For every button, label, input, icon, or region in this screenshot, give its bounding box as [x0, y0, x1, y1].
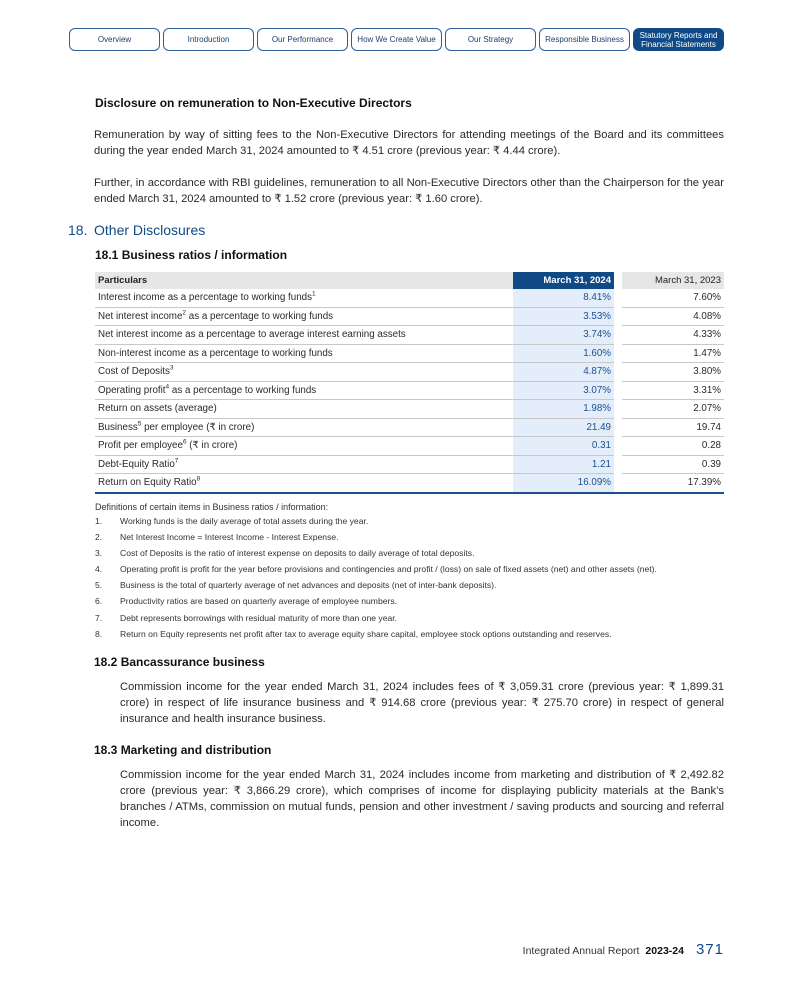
marketing-text: Commission income for the year ended March 31, 2024 includes income from marketing and distribution of ₹ 2,492.82 crore (previous year: ₹ 3,866.29 crore), which comprises of income for displaying publicity materials at the Bank’s branches / ATMs, commission on mutual funds, pension and other investment / saving products and sourcing and referral income. [120, 769, 724, 829]
particular-cell [95, 307, 513, 326]
column-gap [614, 381, 622, 400]
value-2024: 3.07% [513, 381, 614, 400]
footnote-ref: 4 [165, 383, 170, 391]
value-2024: 4.87% [513, 363, 614, 382]
value-2024: 1.21 [513, 455, 614, 474]
value-2023: 19.74 [622, 418, 724, 437]
particular-cell [95, 400, 513, 419]
top-navigation [69, 28, 724, 51]
disclosure-paragraph-1: Remuneration by way of sitting fees to the Non-Executive Directors for attending meetings of the Board and its committees during the year ended March 31, 2024 amounted to ₹ 4.51 crore (previous year: ₹ 4.44 crore). [94, 129, 724, 157]
particular-cell [95, 381, 513, 400]
tab-overview[interactable] [69, 28, 160, 51]
definition-text: Return on Equity represents net profit after tax to average equity share capital, employee stock options outstanding and reserves. [120, 628, 612, 639]
tab-statutory-reports[interactable] [633, 28, 724, 51]
footer-report-year: 2023-24 [645, 945, 684, 957]
table-row [95, 437, 724, 456]
value-2024: 0.31 [513, 437, 614, 456]
table-row [95, 418, 724, 437]
list-item [95, 548, 735, 564]
disclosure-heading: Disclosure on remuneration to Non-Executive Directors [95, 96, 412, 110]
value-2023: 7.60% [622, 289, 724, 307]
column-gap [614, 437, 622, 456]
definition-number: 7. [95, 612, 103, 623]
value-2023: 4.33% [622, 326, 724, 345]
value-2023: 3.80% [622, 363, 724, 382]
value-2023: 0.39 [622, 455, 724, 474]
particular-text: Interest income as a percentage to working funds [98, 292, 313, 304]
particular-text-cont: as a percentage to working funds [186, 310, 334, 322]
value-2023: 2.07% [622, 400, 724, 419]
column-gap [614, 272, 622, 289]
particular-text: Net interest income [98, 310, 183, 322]
particular-text-cont: as a percentage to working funds [169, 384, 317, 396]
particular-cell [95, 289, 513, 307]
list-item [95, 516, 735, 532]
column-gap [614, 307, 622, 326]
tab-label: Overview [97, 35, 132, 44]
value-2024: 21.49 [513, 418, 614, 437]
business-ratios-heading: 18.1 Business ratios / information [95, 248, 288, 262]
definition-text: Productivity ratios are based on quarterly average of employee numbers. [120, 596, 398, 607]
definitions-list [95, 516, 735, 645]
table-row [95, 326, 724, 345]
particular-text: Non-interest income as a percentage to working funds [98, 347, 333, 359]
table-row [95, 400, 724, 419]
tab-label: Introduction [187, 35, 230, 44]
tab-label: Responsible Business [545, 35, 624, 44]
value-2024: 1.60% [513, 344, 614, 363]
table-row [95, 307, 724, 326]
list-item [95, 596, 735, 612]
particular-cell [95, 363, 513, 382]
page-number: 371 [695, 941, 724, 958]
definition-number: 5. [95, 580, 103, 591]
particular-text: Cost of Deposits [98, 366, 170, 378]
value-2024: 8.41% [513, 289, 614, 307]
tab-label-line2: Financial Statements [641, 39, 716, 49]
table-row [95, 455, 724, 474]
particular-text: Net interest income as a percentage to average interest earning assets [98, 329, 406, 341]
particular-cell [95, 344, 513, 363]
bancassurance-heading: 18.2 Bancassurance business [94, 655, 265, 669]
tab-label: Our Performance [271, 35, 334, 44]
table-row [95, 289, 724, 307]
tab-our-strategy[interactable] [445, 28, 536, 51]
bancassurance-text: Commission income for the year ended March 31, 2024 includes fees of ₹ 3,059.31 crore (previous year: ₹ 1,899.31 crore) in respect of life insurance business and ₹ 914.68 crore (previous year: ₹ 275.70 crore) in respect of general insurance and health insurance business. [120, 681, 724, 725]
column-gap [614, 418, 622, 437]
column-gap [614, 474, 622, 493]
tab-how-we-create-value[interactable] [351, 28, 442, 51]
value-2023: 0.28 [622, 437, 724, 456]
table-row [95, 381, 724, 400]
tab-introduction[interactable] [163, 28, 254, 51]
value-2023: 17.39% [622, 474, 724, 493]
table-row [95, 363, 724, 382]
definition-text: Debt represents borrowings with residual maturity of more than one year. [120, 612, 398, 623]
list-item [95, 629, 735, 645]
page-footer [523, 941, 724, 958]
footnote-ref: 3 [169, 364, 174, 372]
particular-text-cont: per employee (₹ in crore) [141, 421, 255, 433]
value-2023: 4.08% [622, 307, 724, 326]
tab-our-performance[interactable] [257, 28, 348, 51]
list-item [95, 580, 735, 596]
particular-text: Return on Equity Ratio [98, 477, 197, 489]
particular-cell [95, 437, 513, 456]
definition-text: Operating profit is profit for the year before provisions and contingencies and profit / (loss) on sale of fixed assets (net) and other assets (net). [120, 564, 657, 575]
definition-text: Net Interest Income = Interest Income - Interest Expense. [120, 532, 339, 543]
particular-text: Debt-Equity Ratio [98, 458, 175, 470]
tab-responsible-business[interactable] [539, 28, 630, 51]
tab-label: Our Strategy [467, 35, 514, 44]
table-row [95, 474, 724, 493]
definition-text: Cost of Deposits is the ratio of interest expense on deposits to daily average of total deposits. [120, 548, 475, 559]
value-2024: 1.98% [513, 400, 614, 419]
footnote-ref: 2 [182, 309, 187, 317]
definition-number: 3. [95, 548, 103, 559]
value-2023: 3.31% [622, 381, 724, 400]
value-2024: 3.53% [513, 307, 614, 326]
column-gap [614, 326, 622, 345]
section-title [68, 222, 205, 238]
column-header-2024: March 31, 2024 [513, 272, 614, 289]
value-2023: 1.47% [622, 344, 724, 363]
section-number: 18. [68, 222, 88, 238]
value-2024: 16.09% [513, 474, 614, 493]
footnote-ref: 8 [196, 475, 201, 483]
column-header-2023: March 31, 2023 [622, 272, 724, 289]
column-gap [614, 289, 622, 307]
particular-cell [95, 326, 513, 345]
table-header-row [95, 272, 724, 289]
footer-report-label: Integrated Annual Report [522, 945, 640, 957]
particular-text: Profit per employee [98, 440, 183, 452]
table-body [95, 289, 724, 493]
disclosure-paragraph-2: Further, in accordance with RBI guidelines, remuneration to all Non-Executive Directors other than the Chairperson for the year ended March 31, 2024 amounted to ₹ 1.52 crore (previous year: ₹ 1.60 crore). [94, 177, 724, 205]
column-gap [614, 363, 622, 382]
footnote-ref: 5 [137, 420, 142, 428]
definition-number: 2. [95, 532, 103, 543]
list-item [95, 613, 735, 629]
particular-text: Return on assets (average) [98, 403, 217, 415]
particular-text-cont: (₹ in crore) [186, 440, 238, 452]
definition-number: 4. [95, 564, 103, 575]
column-gap [614, 455, 622, 474]
column-gap [614, 344, 622, 363]
column-header-particulars: Particulars [95, 272, 513, 289]
definition-number: 6. [95, 596, 103, 607]
particular-cell [95, 418, 513, 437]
value-2024: 3.74% [513, 326, 614, 345]
section-title-text: Other Disclosures [94, 222, 206, 238]
definitions-title: Definitions of certain items in Business ratios / information: [95, 502, 329, 512]
table-row [95, 344, 724, 363]
definition-text: Business is the total of quarterly average of net advances and deposits (net of inter-bank deposits). [120, 580, 497, 591]
footnote-ref: 6 [182, 438, 187, 446]
particular-cell [95, 474, 513, 493]
footnote-ref: 7 [174, 457, 179, 465]
definition-number: 1. [95, 516, 103, 526]
business-ratios-table [95, 272, 724, 494]
list-item [95, 564, 735, 580]
tab-label-line1: Statutory Reports and [639, 30, 718, 40]
particular-cell [95, 455, 513, 474]
footnote-ref: 1 [312, 290, 316, 298]
marketing-heading: 18.3 Marketing and distribution [94, 743, 272, 757]
column-gap [614, 400, 622, 419]
particular-text: Operating profit [98, 384, 166, 396]
particular-text: Business [98, 421, 138, 433]
definition-text: Working funds is the daily average of total assets during the year. [120, 516, 369, 526]
definition-number: 8. [95, 628, 103, 639]
list-item [95, 532, 735, 548]
tab-label: How We Create Value [357, 35, 436, 44]
